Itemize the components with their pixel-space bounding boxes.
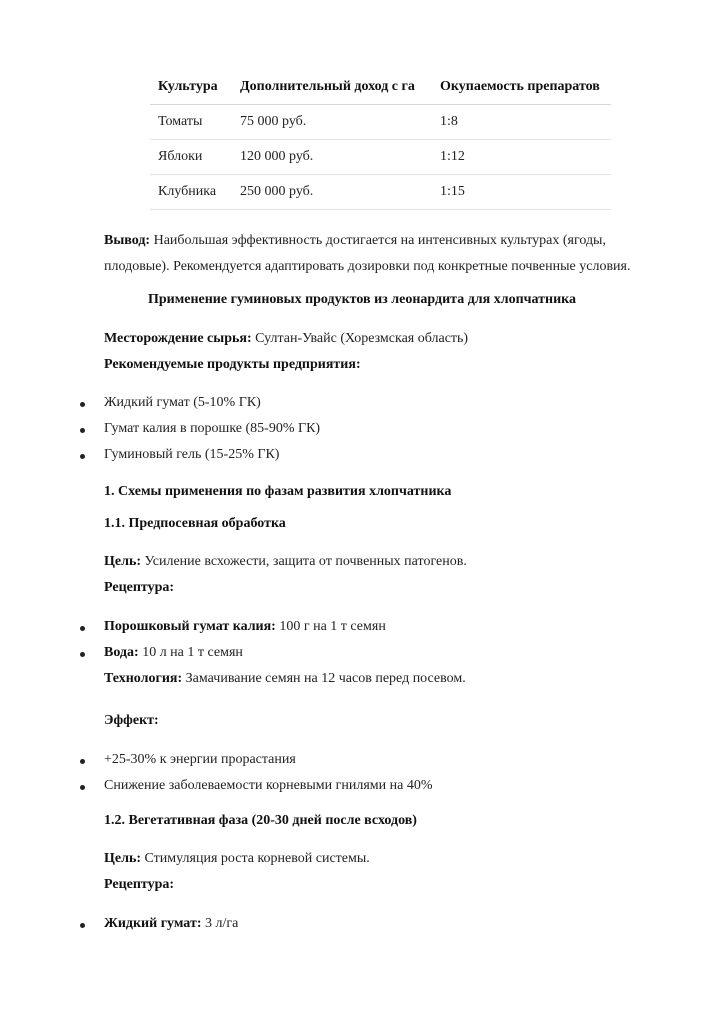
deposit-value: Султан-Увайс (Хорезмская область)	[251, 331, 469, 346]
column-header: Окупаемость препаратов	[432, 70, 611, 105]
section-title: Применение гуминовых продуктов из леонардита для хлопчатника	[147, 292, 577, 307]
crop-economics-table	[150, 70, 611, 210]
products-heading: Рекомендуемые продукты предприятия:	[104, 357, 361, 372]
table-cell: 75 000 руб.	[232, 105, 432, 140]
table-row	[150, 175, 611, 210]
bullet-icon	[80, 402, 85, 407]
table-header-row	[150, 70, 611, 105]
presowing-effect-label: Эффект:	[104, 713, 159, 728]
recipe-item-label: Порошковый гумат калия:	[104, 619, 276, 634]
table-row	[150, 105, 611, 140]
vegetative-heading: 1.2. Вегетативная фаза (20-30 дней после всходов)	[104, 813, 417, 828]
bullet-icon	[80, 923, 85, 928]
presowing-recipe-label: Рецептура:	[104, 580, 175, 595]
table-row	[150, 140, 611, 175]
table-cell: Клубника	[150, 175, 232, 210]
table-cell: Яблоки	[150, 140, 232, 175]
table-cell: 1:8	[432, 105, 611, 140]
presowing-goal	[104, 554, 467, 570]
recipe-item-label: Жидкий гумат:	[104, 916, 202, 931]
table-cell: 250 000 руб.	[232, 175, 432, 210]
bullet-icon	[80, 454, 85, 459]
goal-label: Цель:	[104, 554, 142, 569]
conclusion-paragraph	[104, 228, 664, 280]
goal-text: Усиление всхожести, защита от почвенных патогенов.	[141, 554, 467, 569]
recipe-item-value: 100 г на 1 т семян	[275, 619, 386, 634]
bullet-icon	[80, 785, 85, 790]
bullet-icon	[80, 759, 85, 764]
list-item	[104, 645, 243, 661]
recipe-item-value: 10 л на 1 т семян	[138, 645, 243, 660]
list-item: Гумат калия в порошке (85-90% ГК)	[104, 421, 321, 436]
bullet-icon	[80, 626, 85, 631]
technology-text: Замачивание семян на 12 часов перед посевом.	[182, 671, 466, 686]
goal-label: Цель:	[104, 851, 142, 866]
recipe-item-value: 3 л/га	[201, 916, 239, 931]
list-item	[104, 916, 238, 932]
deposit-label: Месторождение сырья:	[104, 331, 252, 346]
presowing-technology	[104, 671, 466, 687]
schemes-heading: 1. Схемы применения по фазам развития хлопчатника	[104, 484, 452, 499]
list-item: Жидкий гумат (5-10% ГК)	[104, 395, 261, 410]
vegetative-recipe-label: Рецептура:	[104, 877, 175, 892]
presowing-heading: 1.1. Предпосевная обработка	[104, 516, 286, 531]
table-cell: 1:12	[432, 140, 611, 175]
column-header: Дополнительный доход с га	[232, 70, 432, 105]
deposit-line	[104, 331, 468, 347]
bullet-icon	[80, 652, 85, 657]
goal-text: Стимуляция роста корневой системы.	[141, 851, 370, 866]
column-header: Культура	[150, 70, 232, 105]
vegetative-goal	[104, 851, 370, 867]
list-item: +25-30% к энергии прорастания	[104, 752, 296, 767]
list-item: Гуминовый гель (15-25% ГК)	[104, 447, 280, 462]
table-cell: 120 000 руб.	[232, 140, 432, 175]
conclusion-text: Наибольшая эффективность достигается на интенсивных культурах (ягоды, плодовые). Рекомендуется адаптировать дозировки под конкретные почвенные условия.	[104, 233, 631, 274]
technology-label: Технология:	[104, 671, 183, 686]
bullet-icon	[80, 428, 85, 433]
recipe-item-label: Вода:	[104, 645, 139, 660]
table-cell: 1:15	[432, 175, 611, 210]
conclusion-label: Вывод:	[104, 233, 151, 248]
list-item	[104, 619, 386, 635]
table-cell: Томаты	[150, 105, 232, 140]
list-item: Снижение заболеваемости корневыми гнилями на 40%	[104, 778, 433, 793]
